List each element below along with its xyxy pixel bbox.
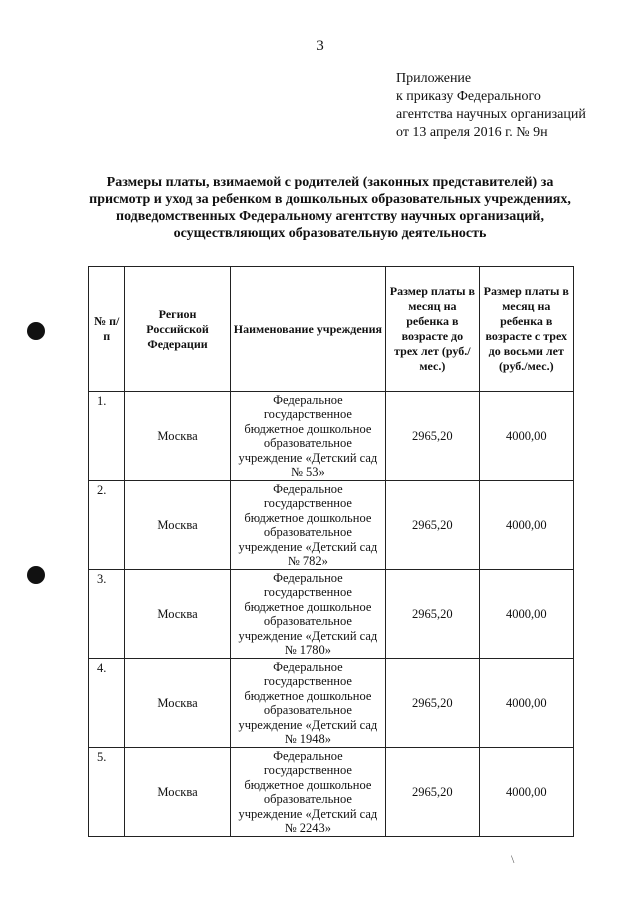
table-row [89, 481, 574, 570]
pen-mark: \ [511, 852, 515, 866]
row-institution: Федеральное государственное бюджетное дошкольное образовательное учреждение «Детский сад № 782» [230, 481, 386, 570]
appendix-line-1: Приложение [396, 71, 472, 86]
row-region: Москва [125, 392, 230, 481]
row-fee-3to8: 4000,00 [479, 481, 573, 570]
row-region: Москва [125, 748, 230, 837]
table-row [89, 748, 574, 837]
appendix-line-3: агентства научных организаций [396, 107, 586, 122]
row-region: Москва [125, 570, 230, 659]
appendix-line-4: от 13 апреля 2016 г. № 9н [396, 125, 548, 140]
row-fee-3to8: 4000,00 [479, 392, 573, 481]
row-fee-under3: 2965,20 [386, 481, 479, 570]
row-num: 2. [89, 481, 125, 570]
row-institution: Федеральное государственное бюджетное дошкольное образовательное учреждение «Детский сад № 53» [230, 392, 386, 481]
punch-hole-icon [27, 322, 45, 340]
header-num: № п/п [89, 267, 125, 392]
row-region: Москва [125, 481, 230, 570]
header-fee-under3: Размер платы в месяц на ребенка в возрасте до трех лет (руб./мес.) [386, 267, 479, 392]
row-fee-3to8: 4000,00 [479, 570, 573, 659]
row-num: 5. [89, 748, 125, 837]
row-institution: Федеральное государственное бюджетное дошкольное образовательное учреждение «Детский сад № 1948» [230, 659, 386, 748]
header-institution: Наименование учреждения [230, 267, 386, 392]
row-fee-under3: 2965,20 [386, 392, 479, 481]
row-institution: Федеральное государственное бюджетное дошкольное образовательное учреждение «Детский сад № 2243» [230, 748, 386, 837]
appendix-line-2: к приказу Федерального [396, 89, 541, 104]
table-row [89, 392, 574, 481]
row-fee-3to8: 4000,00 [479, 748, 573, 837]
table-row [89, 570, 574, 659]
fee-table [88, 266, 574, 837]
punch-hole-icon [27, 566, 45, 584]
row-num: 3. [89, 570, 125, 659]
header-fee-3to8: Размер платы в месяц на ребенка в возрасте с трех до восьми лет (руб./мес.) [479, 267, 573, 392]
row-fee-under3: 2965,20 [386, 570, 479, 659]
row-region: Москва [125, 659, 230, 748]
row-num: 4. [89, 659, 125, 748]
page-number: 3 [316, 38, 324, 54]
document-title: Размеры платы, взимаемой с родителей (законных представителей) за присмотр и уход за ребенком в дошкольных образовательных учреждениях, подведомственных Федеральному агентству научных организаций, осуществляющих образовательную деятельность [89, 175, 571, 241]
appendix-block [396, 70, 586, 142]
table-header-row [89, 267, 574, 392]
header-region: Регион Российской Федерации [125, 267, 230, 392]
row-num: 1. [89, 392, 125, 481]
row-fee-under3: 2965,20 [386, 748, 479, 837]
row-fee-3to8: 4000,00 [479, 659, 573, 748]
table-row [89, 659, 574, 748]
row-institution: Федеральное государственное бюджетное дошкольное образовательное учреждение «Детский сад № 1780» [230, 570, 386, 659]
row-fee-under3: 2965,20 [386, 659, 479, 748]
